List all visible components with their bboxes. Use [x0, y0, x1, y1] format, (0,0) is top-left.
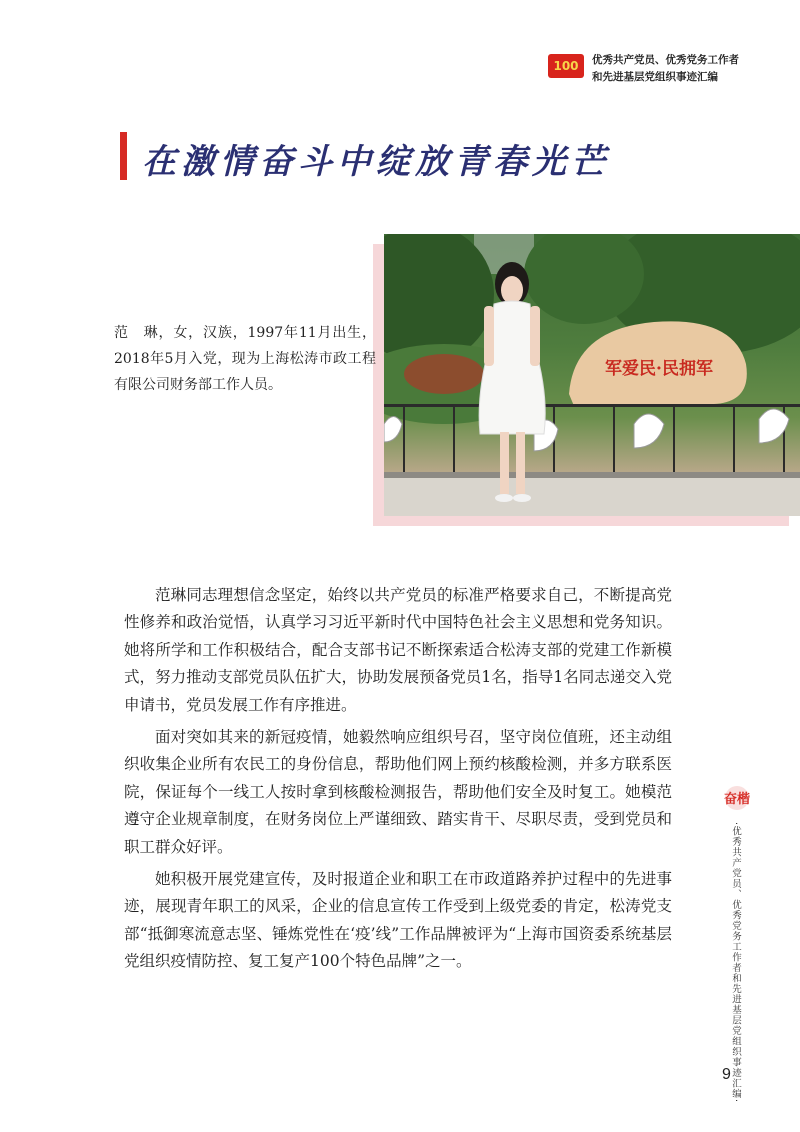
stone-inscription: 军爱民·民拥军 — [605, 359, 713, 379]
paragraph-3: 她积极开展党建宣传，及时报道企业和职工在市政道路养护过程中的先进事迹，展现青年职工的风采，企业的信息宣传工作受到上级党委的肯定，松涛党支部“抵御寒流意志坚、锤炼党性在‘疫’线”工作品牌被评为“上海市国资委系统基层党组织疫情防控、复工复产100个特色品牌”之一。 — [124, 870, 672, 971]
header-text — [592, 52, 739, 86]
paragraph-1: 范琳同志理想信念坚定，始终以共产党员的标准严格要求自己，不断提高党性修养和政治觉悟，认真学习习近平新时代中国特色社会主义思想和党务知识。她将所学和工作积极结合，配合支部书记不断探索适合松涛支部的党建工作新模式，努力推动支部党员队伍扩大，协助发展预备党员1名，指导1名同志递交入党申请书，党员发展工作有序推进。 — [124, 586, 672, 714]
photo-illustration — [384, 234, 800, 516]
portrait-photo — [384, 234, 800, 516]
side-margin-label — [706, 784, 766, 1104]
centenary-logo: 100 — [548, 54, 584, 78]
side-vertical-text: ·优秀共产党员、优秀党务工作者和先进基层党组织事迹汇编· — [730, 822, 741, 1104]
page-title: 在激情奋斗中绽放青春光芒 — [142, 142, 610, 182]
header-line-2: 和先进基层党组织事迹汇编 — [592, 71, 718, 83]
badge-text: 奋楷 — [723, 792, 751, 807]
article-body — [124, 582, 672, 981]
paragraph-2: 面对突如其来的新冠疫情，她毅然响应组织号召，坚守岗位值班，还主动组织收集企业所有农民工的身份信息，帮助他们网上预约核酸检测，并多方联系医院，保证每个一线工人按时拿到核酸检测报告，帮助他们安全及时复工。她模范遵守企业规章制度，在财务岗位上严谨细致、踏实肯干、尽职尽责，受到党员和职工群众好评。 — [124, 728, 672, 856]
page-number: 9 — [722, 1066, 731, 1083]
header-line-1: 优秀共产党员、优秀党务工作者 — [592, 54, 739, 66]
badge-icon — [720, 784, 754, 812]
profile-summary: 范 琳，女，汉族，1997年11月出生，2018年5月入党，现为上海松涛市政工程有限公司财务部工作人员。 — [114, 325, 376, 393]
title-accent-bar — [120, 132, 127, 180]
